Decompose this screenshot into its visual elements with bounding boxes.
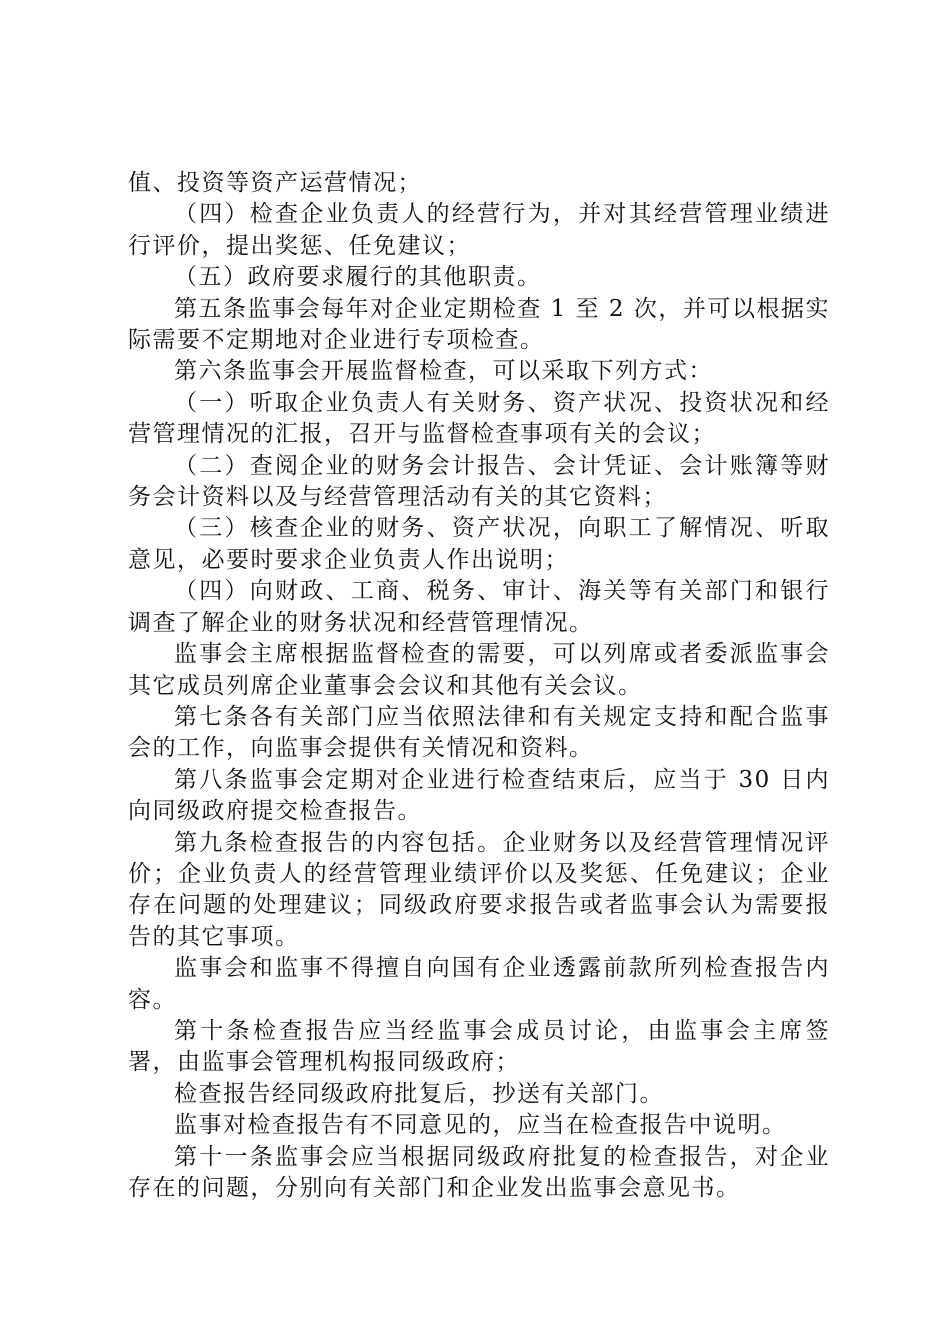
paragraph: 第八条监事会定期对企业进行检查结束后，应当于 30 日内向同级政府提交检查报告。: [128, 766, 830, 825]
paragraph: 监事对检查报告有不同意见的，应当在检查报告中说明。: [174, 1112, 787, 1139]
paragraph: 值、投资等资产运营情况；: [128, 170, 422, 196]
paragraph: 监事会和监事不得擅自向国有企业透露前款所列检查报告内容。: [128, 955, 830, 1013]
paragraph: （二）查阅企业的财务会计报告、会计凭证、会计账簿等财务会计资料以及与经营管理活动有关的其它资料；: [128, 452, 830, 511]
paragraph: 第五条监事会每年对企业定期检查 1 至 2 次，并可以根据实际需要不定期地对企业进行专项检查。: [128, 295, 830, 354]
paragraph: （五）政府要求履行的其他职责。: [174, 264, 542, 291]
paragraph: （四）向财政、工商、税务、审计、海关等有关部门和银行调查了解企业的财务状况和经营管理情况。: [128, 578, 830, 636]
paragraph: 第十一条监事会应当根据同级政府批复的检查报告，对企业存在的问题，分别向有关部门和企业发出监事会意见书。: [128, 1143, 830, 1201]
paragraph: 第九条检查报告的内容包括。企业财务以及经营管理情况评价；企业负责人的经营管理业绩评价以及奖惩、任免建议；企业存在问题的处理建议；同级政府要求报告或者监事会认为需要报告的其它事项。: [128, 829, 830, 950]
paragraph: 第六条监事会开展监督检查，可以采取下列方式：: [174, 358, 713, 385]
paragraph: （三）核查企业的财务、资产状况，向职工了解情况、听取意见，必要时要求企业负责人作出说明；: [128, 515, 830, 573]
paragraph: 第十条检查报告应当经监事会成员讨论，由监事会主席签署，由监事会管理机构报同级政府；: [128, 1017, 830, 1076]
paragraph: 监事会主席根据监督检查的需要，可以列席或者委派监事会其它成员列席企业董事会会议和其他有关会议。: [128, 641, 830, 699]
paragraph: 第七条各有关部门应当依照法律和有关规定支持和配合监事会的工作，向监事会提供有关情况和资料。: [128, 703, 830, 762]
paragraph: 检查报告经同级政府批复后，抄送有关部门。: [174, 1080, 664, 1107]
paragraph: （四）检查企业负责人的经营行为，并对其经营管理业绩进行评价，提出奖惩、任免建议；: [128, 201, 830, 259]
paragraph: （一）听取企业负责人有关财务、资产状况、投资状况和经营管理情况的汇报，召开与监督检查事项有关的会议；: [128, 389, 830, 448]
document-body: [128, 168, 830, 1204]
